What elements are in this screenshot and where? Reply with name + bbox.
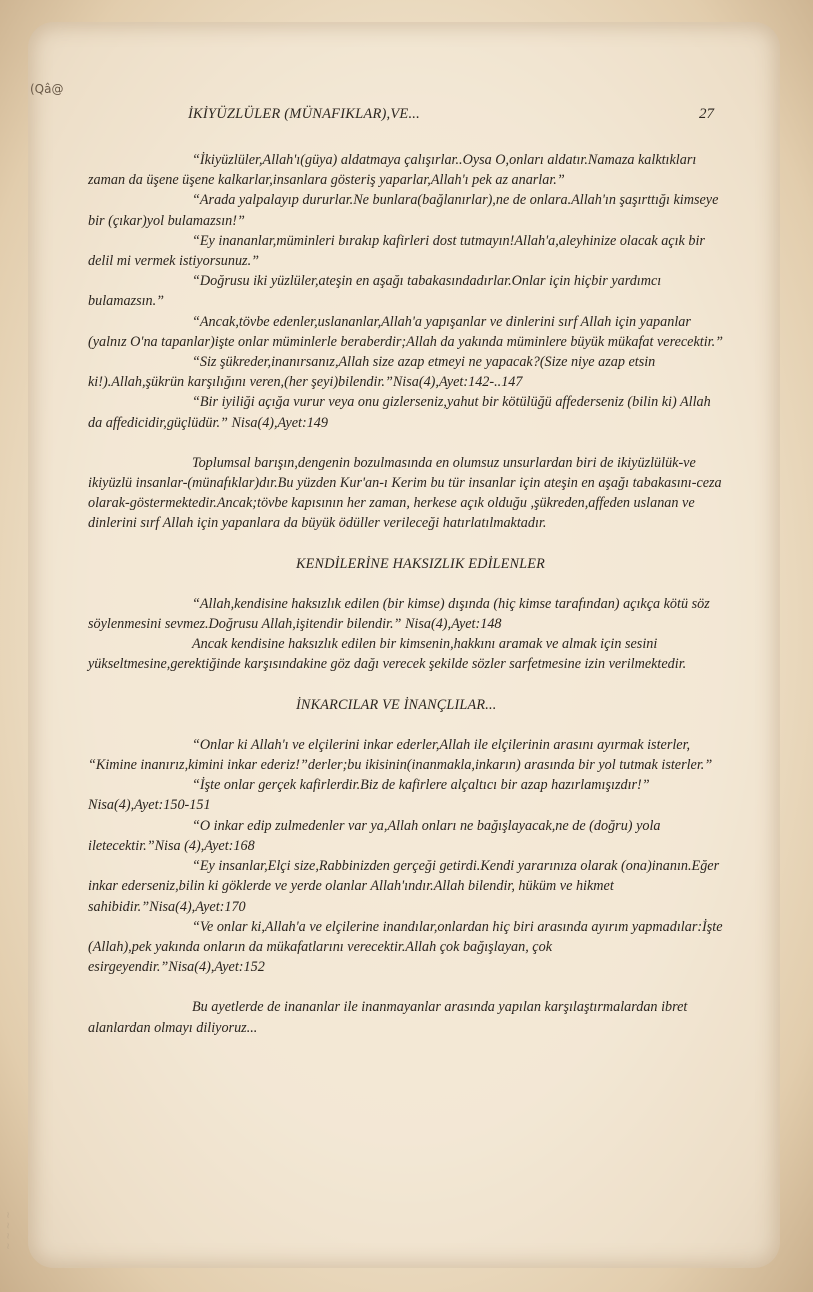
section-heading: KENDİLERİNE HAKSIZLIK EDİLENLER (296, 555, 545, 572)
page-body (88, 150, 728, 1038)
corner-mark: (Qâ@ (30, 82, 64, 96)
paragraph: Ancak kendisine haksızlık edilen bir kimsenin,hakkını aramak ve almak için sesini yükseltmesine,gerektiğinde karşısındakine göz dağı verecek şekilde sözler sarfetmesine izin verilmektedir. (88, 636, 687, 673)
page-header (188, 106, 718, 126)
paragraph-gap (88, 433, 728, 453)
paragraph: “İkiyüzlüler,Allah'ı(güya) aldatmaya çalışırlar..Oysa O,onları aldatır.Namaza kalktıkları zaman da üşene üşene kalkarlar,insanlara gösteriş yaparlar,Allah'ı pek az anarlar.” (88, 152, 697, 189)
paragraph: “Ey inananlar,müminleri bırakıp kafirleri dost tutmayın!Allah'a,aleyhinize olacak açık bir delil mi vermek istiyorsunuz.” (88, 232, 705, 270)
paragraph: “Ve onlar ki,Allah'a ve elçilerine inandılar,onlardan hiç biri arasında ayırım yapmadılar:İşte (Allah),pek yakında onların da mükafatlarını verecektir.Allah çok bağışlayan, çok esirgeyendir.”Nisa(4),Ayet:152 (88, 918, 723, 976)
paragraph: “O inkar edip zulmedenler var ya,Allah onları ne bağışlayacak,ne de (doğru) yola iletecektir.”Nisa (4),Ayet:168 (88, 817, 661, 854)
paragraph: “Ancak,tövbe edenler,uslananlar,Allah'a yapışanlar ve dinlerini sırf Allah için yapanlar (yalnız O'na tapanlar)işte onlar müminlerle beraberdir;Allah da yakında müminlere büyük mükafat verecektir.” (88, 313, 724, 350)
page-number: 27 (699, 106, 714, 122)
paragraph-gap (88, 675, 728, 695)
paragraph: “Doğrusu iki yüzlüler,ateşin en aşağı tabakasındadırlar.Onlar için hiçbir yardımcı bulamazsın.” (88, 273, 662, 310)
paragraph: “Ey insanlar,Elçi size,Rabbinizden gerçeği getirdi.Kendi yararınıza olarak (ona)inanın.Eğer inkar ederseniz,bilin ki göklerde ve yerde olanlar Allah'ındır.Allah bilendir, hüküm ve hikmet sahibidir.”Nisa(4),Ayet:170 (88, 858, 720, 915)
paragraph: “Bir iyiliği açığa vurur veya onu gizlerseniz,yahut bir kötülüğü affederseniz (bilin ki) Allah da affedicidir,güçlüdür.” Nisa(4),Ayet:149 (88, 394, 711, 431)
side-watermark: ~ ~ ~ ~ (4, 1211, 14, 1250)
paragraph: “Arada yalpalayıp dururlar.Ne bunlara(bağlanırlar),ne de onlara.Allah'ın şaşırttığı kimseye bir (çıkar)yol bulamazsın!” (88, 192, 719, 229)
paragraph-gap (88, 977, 728, 997)
paragraph: “Siz şükreder,inanırsanız,Allah size azap etmeyi ne yapacak?(Size niye azap etsin ki!).Allah,şükrün karşılığını veren,(her şeyi)bilendir.”Nisa(4),Ayet:142-..147 (88, 354, 656, 391)
paragraph: “Allah,kendisine haksızlık edilen (bir kimse) dışında (hiç kimse tarafından) açıkça kötü söz söylenmesini sevmez.Doğrusu Allah,işitendir bilendir.” Nisa(4),Ayet:148 (88, 595, 710, 633)
header-title: İKİYÜZLÜLER (MÜNAFIKLAR),VE... (188, 106, 420, 122)
section-heading: İNKARCILAR VE İNANÇLILAR... (296, 696, 497, 713)
paragraph: “İşte onlar gerçek kafirlerdir.Biz de kafirlere alçaltıcı bir azap hazırlamışızdır!” Nisa(4),Ayet:150-151 (88, 777, 650, 814)
paragraph: Toplumsal barışın,dengenin bozulmasında en olumsuz unsurlardan biri de ikiyüzlülük-ve ikiyüzlü insanlar-(münafıklar)dır.Bu yüzden Kur'an-ı Kerim bu tür insanlar için ateşin en aşağı tabakasını-ceza olarak-göstermektedir.Ancak;tövbe kapısının her zaman, herkese açık olduğu ,şükreden,affeden uslanan ve dinlerini sırf Allah için yapanlara da büyük ödüller verileceği hatırlatılmaktadır. (88, 454, 722, 532)
paragraph-gap (88, 574, 728, 594)
paragraph-gap (88, 715, 728, 735)
paragraph: Bu ayetlerde de inananlar ile inanmayanlar arasında yapılan karşılaştırmalardan ibret alanlardan olmayı diliyoruz... (88, 999, 688, 1036)
paragraph-gap (88, 534, 728, 554)
paragraph: “Onlar ki Allah'ı ve elçilerini inkar ederler,Allah ile elçilerinin arasını ayırmak isterler, “Kimine inanırız,kimini inkar ederiz!”derler;bu ikisinin(inanmakla,inkarın) arasında bir yol tutmak isterler.” (88, 736, 713, 774)
